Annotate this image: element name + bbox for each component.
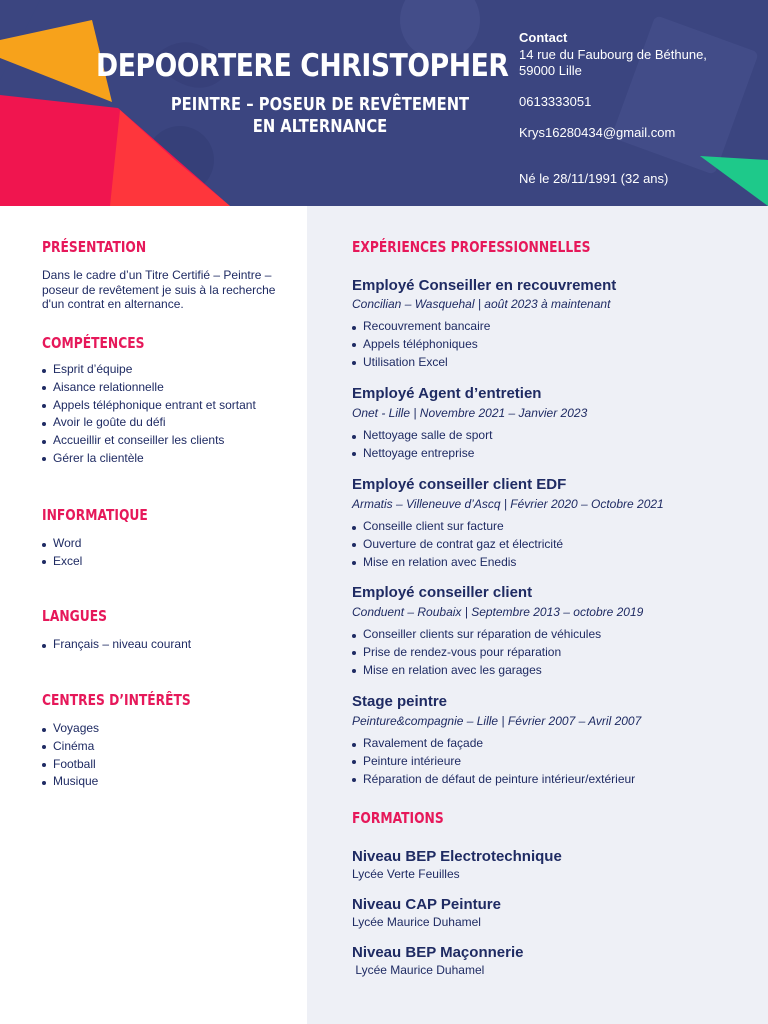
experience-title: Stage peintre <box>352 693 448 710</box>
experiences-title: EXPÉRIENCES PROFESSIONNELLES <box>352 238 591 256</box>
list-item: Ouverture de contrat gaz et électricité <box>352 536 563 554</box>
experience-meta: Armatis – Villeneuve d’Ascq | Février 2020 – Octobre 2021 <box>352 497 664 511</box>
competences-list <box>42 361 256 468</box>
experience-title: Employé Conseiller en recouvrement <box>352 277 617 294</box>
list-item: Football <box>42 756 99 774</box>
list-item: Mise en relation avec Enedis <box>352 554 563 572</box>
list-item: Recouvrement bancaire <box>352 318 490 336</box>
experience-meta: Conduent – Roubaix | Septembre 2013 – octobre 2019 <box>352 605 644 619</box>
list-item: Nettoyage entreprise <box>352 445 492 463</box>
formation-school: Lycée Maurice Duhamel <box>352 915 481 929</box>
experience-meta: Peinture&compagnie – Lille | Février 2007 – Avril 2007 <box>352 714 642 728</box>
experience-tasks <box>352 427 492 463</box>
contact-address <box>519 47 759 79</box>
formations-title: FORMATIONS <box>352 809 444 827</box>
list-item: Aisance relationnelle <box>42 379 256 397</box>
informatique-title: INFORMATIQUE <box>42 506 148 524</box>
address-line2: 59000 Lille <box>519 63 582 78</box>
contact-title: Contact <box>519 30 568 45</box>
job-title-line2: EN ALTERNANCE <box>252 116 388 137</box>
formation-title: Niveau BEP Maçonnerie <box>352 944 524 961</box>
interets-list <box>42 720 99 791</box>
list-item: Ravalement de façade <box>352 735 635 753</box>
langues-list <box>42 636 191 654</box>
job-title <box>120 94 520 138</box>
list-item: Peinture intérieure <box>352 753 635 771</box>
list-item: Conseille client sur facture <box>352 518 563 536</box>
list-item: Avoir le goûte du défi <box>42 414 256 432</box>
list-item: Utilisation Excel <box>352 354 490 372</box>
experience-title: Employé Agent d’entretien <box>352 385 542 402</box>
formation-school: Lycée Maurice Duhamel <box>352 963 485 977</box>
list-item: Réparation de défaut de peinture intérieur/extérieur <box>352 771 635 789</box>
list-item: Cinéma <box>42 738 99 756</box>
list-item: Gérer la clientèle <box>42 450 256 468</box>
list-item: Musique <box>42 773 99 791</box>
presentation-title: PRÉSENTATION <box>42 238 147 256</box>
experience-tasks <box>352 735 635 788</box>
experience-tasks <box>352 626 601 679</box>
experience-tasks <box>352 518 563 571</box>
experience-title: Employé conseiller client <box>352 584 533 601</box>
list-item: Nettoyage salle de sport <box>352 427 492 445</box>
list-item: Appels téléphoniques <box>352 336 490 354</box>
contact-block <box>519 30 759 186</box>
contact-email: Krys16280434@gmail.com <box>519 125 676 140</box>
job-title-line1: PEINTRE – POSEUR DE REVÊTEMENT <box>170 94 470 115</box>
header-banner <box>0 0 768 206</box>
formation-school: Lycée Verte Feuilles <box>352 867 460 881</box>
informatique-list <box>42 535 82 571</box>
competences-title: COMPÉTENCES <box>42 334 145 352</box>
langues-title: LANGUES <box>42 607 107 625</box>
interets-title: CENTRES D’INTÉRÊTS <box>42 691 191 709</box>
contact-phone: 0613333051 <box>519 94 592 109</box>
address-line1: 14 rue du Faubourg de Béthune, <box>519 47 707 62</box>
candidate-name: DEPOORTERE CHRISTOPHER <box>96 48 509 84</box>
list-item: Word <box>42 535 82 553</box>
experience-meta: Onet - Lille | Novembre 2021 – Janvier 2023 <box>352 406 588 420</box>
list-item: Mise en relation avec les garages <box>352 662 601 680</box>
list-item: Conseiller clients sur réparation de véhicules <box>352 626 601 644</box>
list-item: Excel <box>42 553 82 571</box>
formation-title: Niveau CAP Peinture <box>352 896 501 913</box>
list-item: Voyages <box>42 720 99 738</box>
list-item: Français – niveau courant <box>42 636 191 654</box>
birth-date: Né le 28/11/1991 (32 ans) <box>519 171 669 186</box>
list-item: Prise de rendez-vous pour réparation <box>352 644 601 662</box>
list-item: Esprit d’équipe <box>42 361 256 379</box>
experience-tasks <box>352 318 490 371</box>
experience-meta: Concilian – Wasquehal | août 2023 à maintenant <box>352 297 611 311</box>
list-item: Appels téléphonique entrant et sortant <box>42 397 256 415</box>
experience-title: Employé conseiller client EDF <box>352 476 567 493</box>
formation-title: Niveau BEP Electrotechnique <box>352 848 562 865</box>
list-item: Accueillir et conseiller les clients <box>42 432 256 450</box>
presentation-text: Dans le cadre d’un Titre Certifié – Peintre – poseur de revêtement je suis à la recherche d'un contrat en alternance. <box>42 268 276 312</box>
